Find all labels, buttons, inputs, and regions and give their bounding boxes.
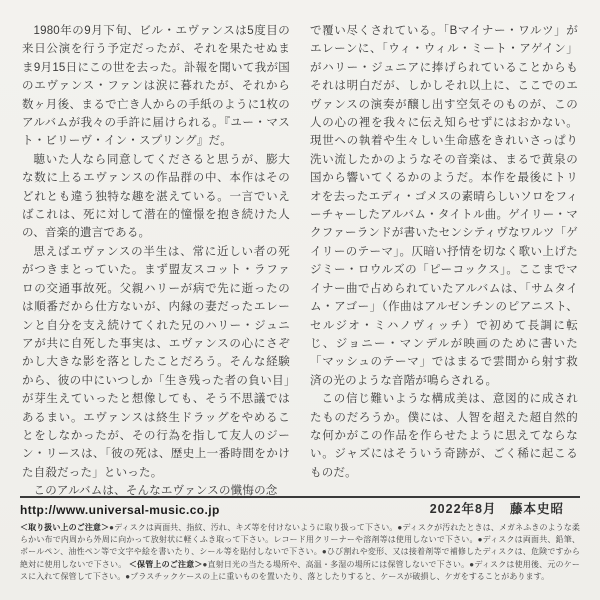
precautions-text (20, 522, 580, 583)
paragraph: で覆い尽くされている。「Bマイナー・ワルツ」がエレーンに、「ウィ・ウィル・ミート・アゲイン」がハリー・ジュニアに捧げられていることからもそれは明白だが、しかしそれ以上に、ここでのエヴァンスの演奏が醸し出す空気そのものが、この人の心の裡を我々に伝え知らせずにはおかない。現世への執着や生々しい生命感をきれいさっぱり洗い流したかのようなその音楽は、まるで黄泉の国から響いてくるかのようだ。本作を最後にトリオを去ったエディ・ゴメスの素晴らしいソロをフィーチャーしたアルバム・タイトル曲。ゲイリー・マクファーランドが書いたセンシティヴなワルツ「ゲイリーのテーマ」。仄暗い抒情を切なく歌い上げたジミー・ロウルズの「ピーコックス」。ここまでマイナー曲で占められていたアルバムは、「サムタイム・アゴー」（作曲はアルゼンチンのピアニスト、セルジオ・ミハノヴィッチ）で初めて長調に転じ、ジョニー・マンデルが映画のために書いた「マッシュのテーマ」ではまるで雲間から射す救済の光のような音階が鳴らされる。 (310, 25, 578, 387)
essay-right-column (310, 22, 578, 519)
essay-body (22, 22, 578, 519)
paragraph: 思えばエヴァンスの半生は、常に近しい者の死がつきまとっていた。まず盟友スコット・ラファロの交通事故死。父親ハリーが病で先に逝ったのは順番だから仕方ないが、内縁の妻だったエレーンと自分を支え続けてくれた兄のハリー・ジュニアが共に自死した事実は、エヴァンスの心にさぞかし大きな影を落としたことだろう。そんな経験から、彼の中にいつしか「生き残った者の負い目」が芽生えていったと想像しても、そう不思議ではあるまい。エヴァンスは終生ドラッグをやめることをしなかったが、その行為を指して友人のジーン・リースは、「彼の死は、歴史上一番時間をかけた自殺だった」といった。 (22, 245, 290, 479)
paragraph: このアルバムは、そんなエヴァンスの懺悔の念 (33, 485, 278, 498)
paragraph: この信じ難いような構成美は、意図的に成されたものだろうか。僕には、人智を超えた超自然的な何かがこの作品を作らせたように思えてならない。ジャズにはそういう奇跡が、ごく稀に起こるものだ。 (310, 393, 578, 479)
paragraph: 聴いた人なら同意してくださると思うが、膨大な数に上るエヴァンスの作品群の中、本作はそのどれとも違う独特な趣を湛えている。一言でいえばこれは、死に対して潜在的憧憬を抱き続けた人の、音楽的遺言である。 (22, 153, 290, 240)
publisher-url: http://www.universal-music.co.jp (20, 503, 220, 517)
handling-precautions-body: ●ディスクは両面共、指紋、汚れ、キズ等を付けないように取り扱って下さい。●ディスクが汚れたときは、メガネふきのような柔らかい布で内周から外周に向かって放射状に軽くふき取って下さい。レコード用クリーナーや溶剤等は使用しないで下さい。●ディスクは両面共、鉛筆、ボールペン、油性ペン等で文字や絵を書いたり、シール等を貼付しないで下さい。●ひび割れや変形、又は接着剤等で補修したディスクは、危険ですから絶対に使用しないで下さい。 (20, 523, 580, 569)
storage-precautions-body: ●直射日光の当たる場所や、高温・多湿の場所には保管しないで下さい。●ディスクは使用後、元のケースに入れて保管して下さい。●プラスチックケースの上に重いものを置いたり、落としたりすると、ケースが破損し、ケガをすることがあります。 (20, 559, 581, 581)
author-signature: 2022年8月 藤本史昭 (429, 502, 564, 517)
paragraph: 1980年の9月下旬、ビル・エヴァンスは5度目の来日公演を行う予定だったが、それを果たせぬまま9月15日にこの世を去った。訃報を聞いて我が国のエヴァンス・ファンは涙に暮れたが、それから数ヶ月後、まるで亡き人からの手紙のように1枚のアルバムが我々の手許に届けられる。『ユー・マスト・ビリーヴ・イン・スプリング』だ。 (22, 25, 290, 148)
essay-left-column (22, 22, 290, 519)
storage-precautions-title: ＜保管上のご注意＞ (128, 559, 203, 569)
footer (20, 496, 580, 583)
handling-precautions-title: ＜取り扱い上のご注意＞ (20, 523, 110, 532)
